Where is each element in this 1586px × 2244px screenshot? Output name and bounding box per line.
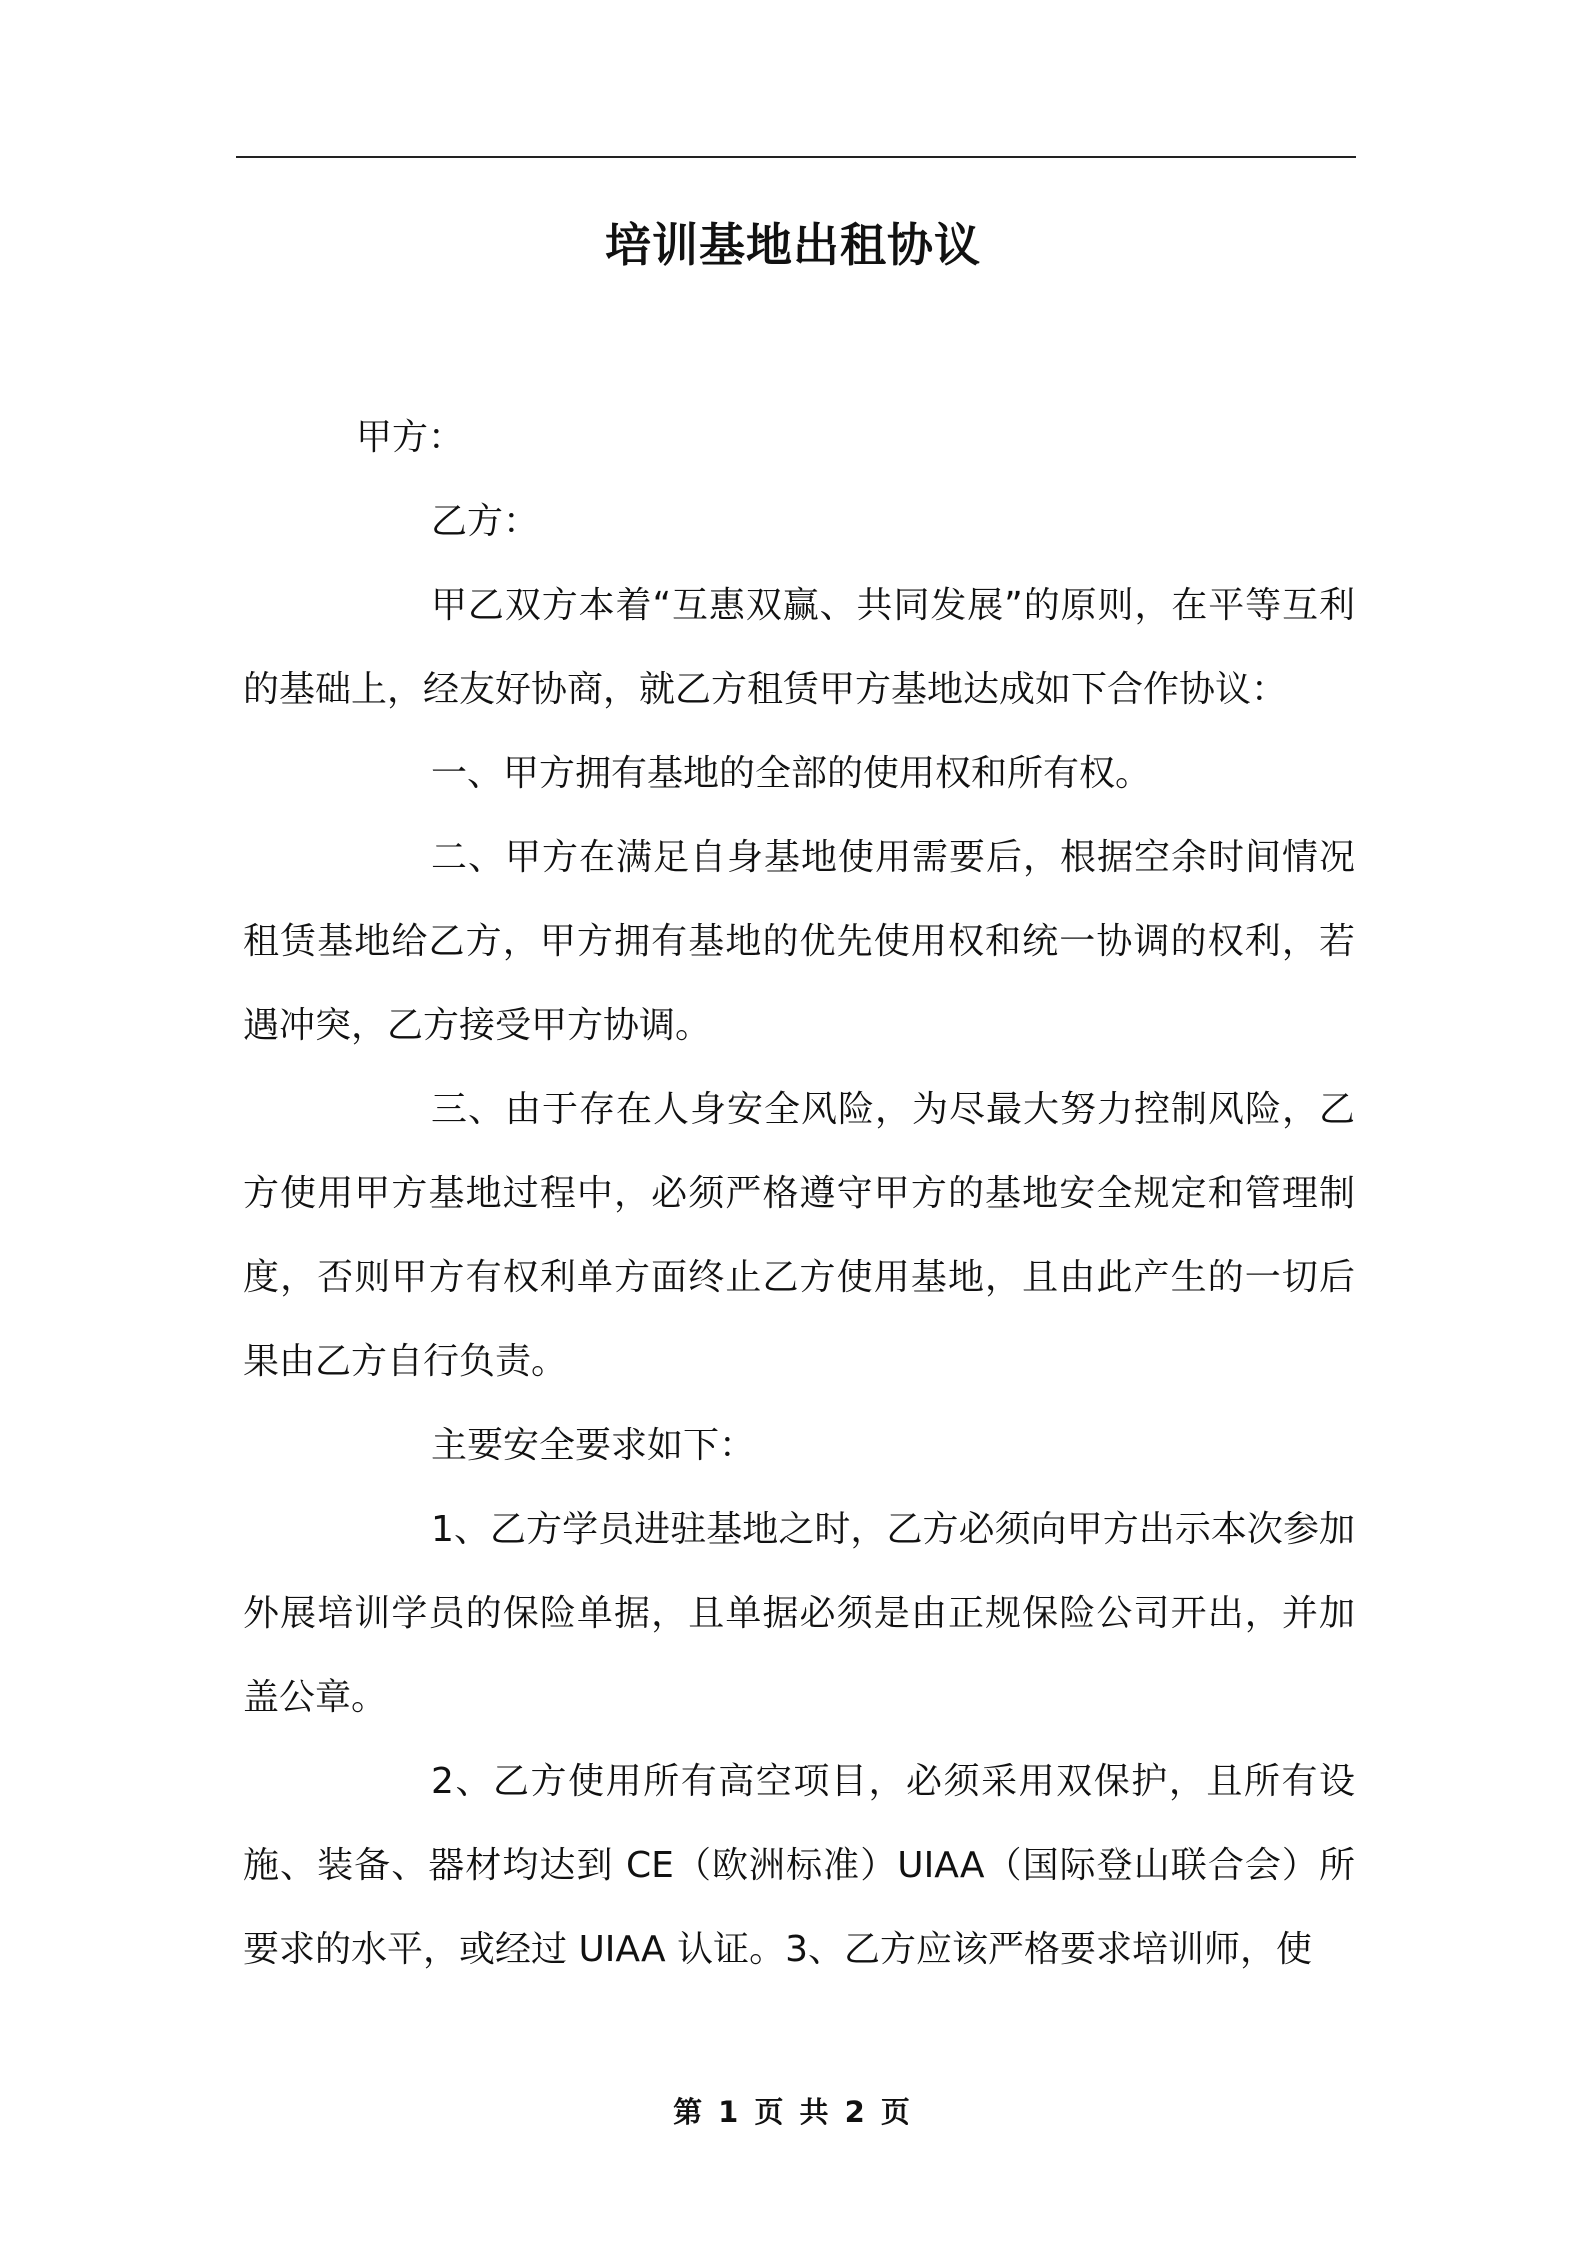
- clause-2-paragraph: 二、甲方在满足自身基地使用需要后，根据空余时间情况租赁基地给乙方，甲方拥有基地的优先使用权和统一协调的权利，若遇冲突，乙方接受甲方协调。: [243, 837, 1355, 1046]
- safety-item-2-paragraph: 2、乙方使用所有高空项目，必须采用双保护，且所有设施、装备、器材均达到 CE（欧洲标准）UIAA（国际登山联合会）所要求的水平，或经过 UIAA 认证。3、乙方应该严格要求培训师，使: [243, 1761, 1355, 1970]
- preamble-paragraph: 甲乙双方本着“互惠双赢、共同发展”的原则，在平等互利的基础上，经友好协商，就乙方租赁甲方基地达成如下合作协议：: [243, 585, 1355, 710]
- safety-requirements-heading: 主要安全要求如下：: [431, 1425, 756, 1466]
- document-body: [243, 396, 1355, 1992]
- party-a-line: 甲方：: [356, 417, 465, 458]
- header-rule: [236, 156, 1356, 158]
- clause-1-paragraph: 一、甲方拥有基地的全部的使用权和所有权。: [431, 753, 1152, 794]
- party-b-line: 乙方：: [431, 501, 540, 542]
- page-indicator: 第 1 页 共 2 页: [673, 2095, 913, 2129]
- document-title: 培训基地出租协议: [605, 218, 981, 272]
- clause-3-paragraph: 三、由于存在人身安全风险，为尽最大努力控制风险，乙方使用甲方基地过程中，必须严格遵守甲方的基地安全规定和管理制度，否则甲方有权利单方面终止乙方使用基地，且由此产生的一切后果由乙方自行负责。: [243, 1089, 1355, 1382]
- safety-item-1-paragraph: 1、乙方学员进驻基地之时，乙方必须向甲方出示本次参加外展培训学员的保险单据，且单据必须是由正规保险公司开出，并加盖公章。: [243, 1509, 1355, 1718]
